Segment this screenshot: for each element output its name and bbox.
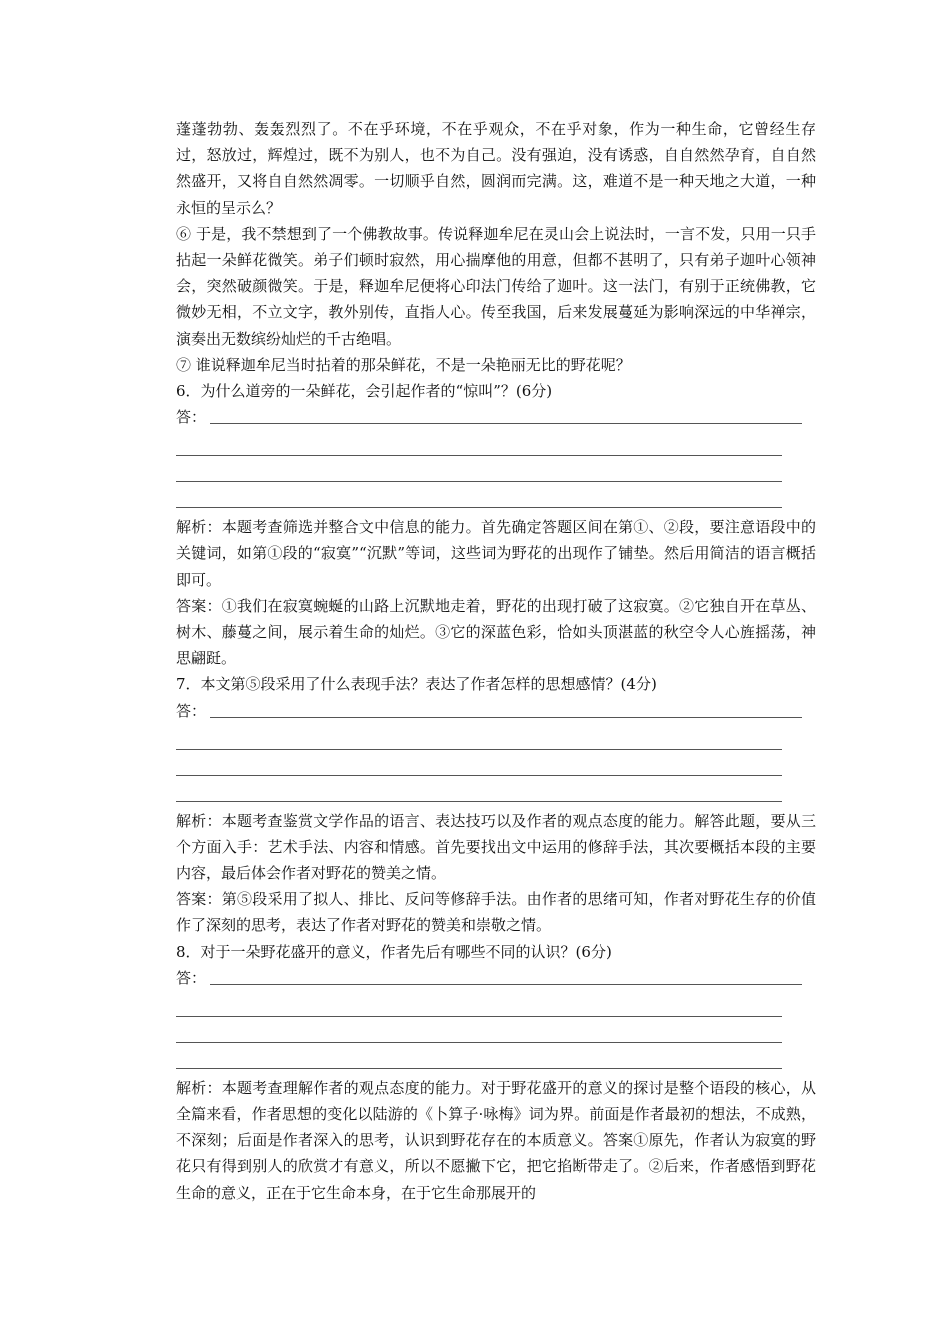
answer-label: 答： bbox=[176, 968, 207, 987]
answer-label: 答： bbox=[176, 408, 207, 427]
answer-label: 答： bbox=[176, 701, 207, 720]
answer-line[interactable] bbox=[176, 991, 782, 1017]
answer-line[interactable] bbox=[176, 776, 782, 802]
question-6-answer: 答案：①我们在寂寞蜿蜒的山路上沉默地走着，野花的出现打破了这寂寞。②它独自开在草丛、树木、藤蔓之间，展示着生命的灿烂。③它的深蓝色彩，恰如头顶湛蓝的秋空令人心旌摇荡，神思翩跹。 bbox=[176, 596, 816, 668]
question-6-analysis: 解析：本题考查筛选并整合文中信息的能力。首先确定答题区间在第①、②段，要注意语段中的关键词，如第①段的“寂寞”“沉默”等词，这些词为野花的出现作了铺垫。然后用简洁的语言概括即可。 bbox=[176, 518, 816, 589]
document-body bbox=[176, 116, 816, 1206]
paragraph-7: ⑦ 谁说释迦牟尼当时拈着的那朵鲜花，不是一朵艳丽无比的野花呢？ bbox=[176, 355, 631, 374]
answer-line[interactable] bbox=[176, 1017, 782, 1043]
answer-line[interactable] bbox=[176, 1043, 782, 1069]
answer-line[interactable] bbox=[176, 456, 782, 482]
question-8-answer-first-line[interactable] bbox=[176, 965, 816, 991]
answer-line[interactable] bbox=[176, 750, 782, 776]
paragraph-6: ⑥ 于是，我不禁想到了一个佛教故事。传说释迦牟尼在灵山会上说法时，一言不发，只用一只手拈起一朵鲜花微笑。弟子们顿时寂然，用心揣摩他的用意，但都不甚明了，只有弟子迦叶心领神会，突然破颜微笑。于是，释迦牟尼便将心印法门传给了迦叶。这一法门，有别于正统佛教，它微妙无相，不立文字，教外别传，直指人心。传至我国，后来发展蔓延为影响深远的中华禅宗，演奏出无数缤纷灿烂的千古绝唱。 bbox=[176, 224, 816, 348]
question-7-prompt: 7．本文第⑤段采用了什么表现手法？表达了作者怎样的思想感情？(4分) bbox=[176, 675, 657, 694]
paragraph-continued: 蓬蓬勃勃、轰轰烈烈了。不在乎环境，不在乎观众，不在乎对象，作为一种生命，它曾经生存过，怒放过，辉煌过，既不为别人，也不为自己。没有强迫，没有诱惑，自自然然孕育，自自然然盛开，又将自自然然凋零。一切顺乎自然，圆润而完满。这，难道不是一种天地之大道，一种永恒的呈示么？ bbox=[176, 120, 816, 217]
question-6-prompt: 6．为什么道旁的一朵鲜花，会引起作者的“惊叫”？(6分) bbox=[176, 382, 553, 401]
answer-line[interactable] bbox=[210, 423, 802, 424]
question-7-answer: 答案：第⑤段采用了拟人、排比、反问等修辞手法。由作者的思绪可知，作者对野花生存的价值作了深刻的思考，表达了作者对野花的赞美和崇敬之情。 bbox=[176, 890, 816, 935]
answer-line[interactable] bbox=[210, 717, 802, 718]
question-8-prompt: 8．对于一朵野花盛开的意义，作者先后有哪些不同的认识？(6分) bbox=[176, 942, 612, 961]
question-8-analysis: 解析：本题考查理解作者的观点态度的能力。对于野花盛开的意义的探讨是整个语段的核心，从全篇来看，作者思想的变化以陆游的《卜算子·咏梅》词为界。前面是作者最初的想法，不成熟，不深刻；后面是作者深入的思考，认识到野花存在的本质意义。答案①原先，作者认为寂寞的野花只有得到别人的欣赏才有意义，所以不愿撇下它，把它掐断带走了。②后来，作者感悟到野花生命的意义，正在于它生命本身，在于它生命那展开的 bbox=[176, 1078, 816, 1202]
question-7-answer-first-line[interactable] bbox=[176, 698, 816, 724]
question-7-analysis: 解析：本题考查鉴赏文学作品的语言、表达技巧以及作者的观点态度的能力。解答此题，要从三个方面入手：艺术手法、内容和情感。首先要找出文中运用的修辞手法，其次要概括本段的主要内容，最后体会作者对野花的赞美之情。 bbox=[176, 811, 816, 883]
question-6-answer-first-line[interactable] bbox=[176, 404, 816, 430]
answer-line[interactable] bbox=[176, 482, 782, 508]
answer-line[interactable] bbox=[176, 724, 782, 750]
answer-line[interactable] bbox=[176, 430, 782, 456]
answer-line[interactable] bbox=[210, 984, 802, 985]
